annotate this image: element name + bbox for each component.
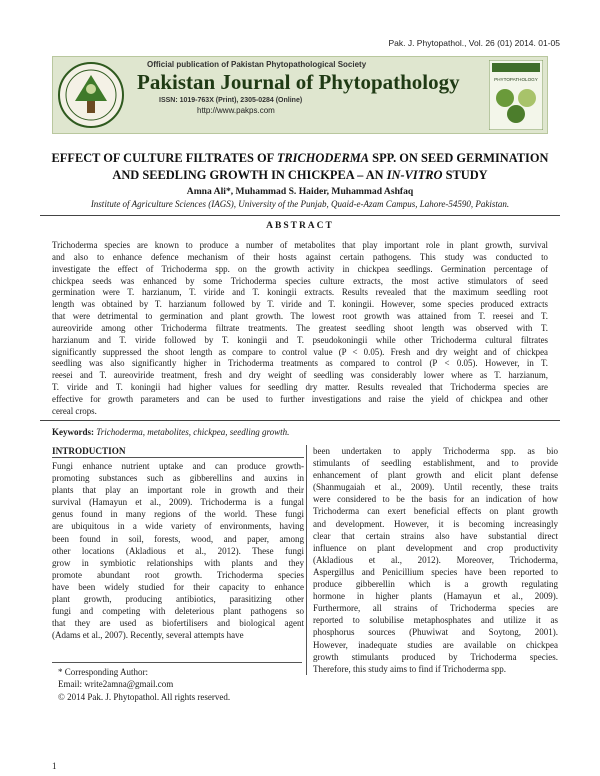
affiliation: Institute of Agriculture Sciences (IAGS), University of the Punjab, Quaid-e-Azam Campus, Lahore-54590, Pakistan. <box>90 199 510 209</box>
body-line: growth stimulants produced by Trichoderma species. <box>313 651 558 662</box>
body-line: that they are used as biofertilisers and biological agent <box>52 618 304 629</box>
abstract-heading: ABSTRACT <box>40 215 560 235</box>
left-column <box>52 445 304 641</box>
abstract-line: investigate the effect of Trichoderma spp. on the growth activity in chickpea seedlings. Germination percentage of <box>52 263 548 274</box>
body-line: produce gibberellin which is a growth regulating <box>313 579 558 590</box>
abstract-line: length was obtained by T. harzianum followed by T. viride and T. koningii. However, some species produced extracts <box>52 299 548 310</box>
authors: Amna Ali*, Muhammad S. Haider, Muhammad Ashfaq <box>186 186 414 197</box>
body-line: grow in symbiotic relationships with plants and they <box>52 557 304 568</box>
abstract-body <box>52 240 548 418</box>
cover-title: PHYTOPATHOLOGY <box>494 77 538 82</box>
body-line: Fungi enhance nutrient uptake and can produce growth- <box>52 461 304 471</box>
body-line: hormone in higher plants (Hamayun et al., 2009). <box>313 591 558 602</box>
body-line: survival (Hamayun et al., 2009). Trichoderma is a fungal <box>52 497 304 508</box>
copyright: © 2014 Pak. J. Phytopathol. All rights reserved. <box>58 691 231 702</box>
body-line: are ubiquitous in a wide variety of environments, having <box>52 521 304 532</box>
abstract-line: reesei and T. aureoviride treatment, fresh and dry weight of seedling was considerably lower where as T. harzianum, <box>52 370 548 381</box>
corresponding-author: * Corresponding Author: <box>58 667 148 677</box>
body-line: influence on plant development and crop productivity <box>313 542 558 553</box>
body-line: Aspergillus and Penicillium species have been reported to <box>313 566 558 577</box>
keywords-label: Keywords: <box>52 427 94 437</box>
abstract-line: seedling was also significantly higher in Trichoderma treatments as compared to control (P < 0.05). However, in T. <box>52 358 548 369</box>
abstract-line: cereal crops. <box>52 405 97 416</box>
abstract-line: significantly suppressed the shoot length as compare to control value (P < 0.05). Fresh and dry weight and of chickpea <box>52 346 548 357</box>
body-line: Trichoderma can exert beneficial effects on plant growth <box>313 506 558 517</box>
body-line: genus found in many regions of the world. These fungi <box>52 509 304 520</box>
abstract-line: effective for growth parameters and can be used to further investigations and raise the yield of chickpea and other <box>52 393 548 404</box>
body-line: plant growth, producing antibiotics, parasitizing other <box>52 594 304 605</box>
issn-line: ISSN: 1019-763X (Print), 2305-0284 (Online) <box>159 97 303 104</box>
body-line: fungi and competing with deleterious plant pathogens so <box>52 606 304 617</box>
title-line-2: AND SEEDLING GROWTH IN CHICKPEA – AN IN-VITRO STUDY <box>112 168 488 182</box>
keywords <box>52 427 289 437</box>
body-line: (Shanmugaiah et al., 2009). Until recently, these traits <box>313 482 558 493</box>
body-line: plants that play an important role in growth and their <box>52 485 304 496</box>
abstract-line: aureoviride among other Trichoderma filtrate treatments. The greatest seedling shoot length was observed with T. <box>52 322 548 333</box>
journal-title: Pakistan Journal of Phytopathology <box>137 70 460 94</box>
body-line: promote abundant root growth. Trichoderma species <box>52 569 304 580</box>
body-line: enhancement of plant growth and elicit plant defense <box>313 470 558 481</box>
journal-banner <box>52 56 548 134</box>
keywords-text: Trichoderma, metabolites, chickpea, seedling growth. <box>96 427 290 437</box>
abstract-line: that were detrimental to germination and plant growth. The lowest root growth was attained from T. reesei and T. <box>52 311 548 322</box>
journal-url[interactable]: http://www.pakps.com <box>197 106 275 115</box>
running-head: Pak. J. Phytopathol., Vol. 26 (01) 2014. 01-05 <box>388 38 560 48</box>
page-number: 1 <box>52 761 57 771</box>
body-line: phosphorus sources (Phuwiwat and Soytong, 2001). <box>313 627 558 638</box>
author-email[interactable]: Email: write2amna@gmail.com <box>58 679 174 690</box>
body-line: (Adams et al., 2007). Recently, several attempts have <box>52 630 244 641</box>
abstract-line: harzianum and T. viride followed by T. koningii and T. pseudokoningii while other Trichoderma cultural filtrates <box>52 334 548 345</box>
footnote <box>52 662 302 703</box>
body-line: have been widely studied for their capacity to enhance <box>52 581 304 592</box>
left-column-body <box>52 460 304 641</box>
body-line: stimulants of seedling establishment, and to provide <box>313 458 558 469</box>
body-line: been undertaken to apply Trichoderma spp. as bio <box>313 446 558 456</box>
abstract-line: T. viride and T. koningii had higher values for seedling dry matter. Results revealed that Trichoderma species are <box>52 382 548 393</box>
introduction-heading: INTRODUCTION <box>52 445 304 458</box>
paper-title <box>40 150 560 184</box>
abstract-line: Trichoderma species are known to produce a number of metabolites that play important role in plant growth, survival <box>52 240 548 250</box>
body-line: reported to solubilise metaphosphates and utilize it as <box>313 615 558 626</box>
body-line: other locations (Akladious et al., 2012). These fungi <box>52 545 304 556</box>
body-line: were considered to be the basis for an indication of how <box>313 494 558 505</box>
keywords-divider <box>40 420 560 421</box>
body-line: (Akladious et al., 2012). Moreover, Trichoderma, <box>313 554 558 565</box>
body-line: Furthermore, all strains of Trichoderma species are <box>313 603 558 614</box>
body-line: and development. However, it is becoming increasingly <box>313 518 558 529</box>
publisher-line: Official publication of Pakistan Phytopathological Society <box>147 60 367 69</box>
abstract-line: chickpea seeds was enhanced by some Trichoderma species culture extracts, the most active stimulators of seed <box>52 275 548 286</box>
right-column <box>306 445 558 675</box>
society-logo-icon <box>57 61 125 129</box>
journal-cover-icon <box>489 60 543 130</box>
body-line: Therefore, this study aims to find if Trichoderma spp. <box>313 663 506 674</box>
title-line-1: EFFECT OF CULTURE FILTRATES OF TRICHODERMA SPP. ON SEED GERMINATION <box>51 151 549 165</box>
abstract-line: germination were T. harzianum, T. viride and T. koningii extracts. Results revealed that the maximum seedling root <box>52 287 548 298</box>
abstract-line: and also to enhance defence mechanism of their hosts against certain pathogens. This study was conducted to <box>52 251 548 262</box>
body-line: clear that certain strains also have substantial direct <box>313 530 558 541</box>
right-column-body <box>307 445 558 675</box>
body-line: been found in soil, forests, wood, and paper, among <box>52 533 304 544</box>
body-line: However, inadequate studies are available on chickpea <box>313 639 558 650</box>
body-line: promoting substances such as gibberellins and auxins in <box>52 473 304 484</box>
